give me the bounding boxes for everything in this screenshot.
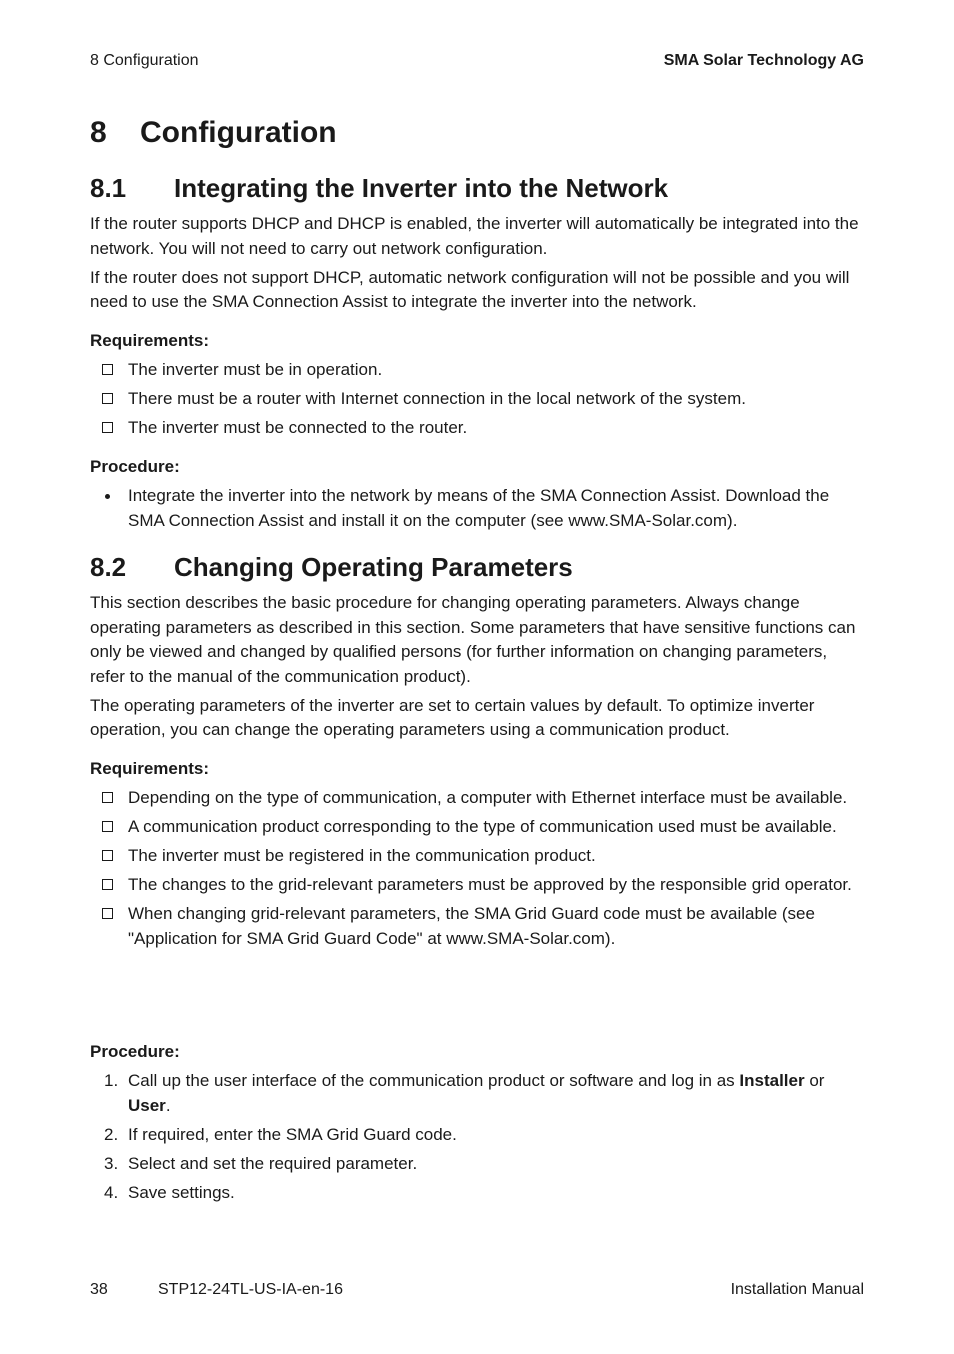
- bullet-icon: [105, 494, 110, 499]
- checkbox-icon: [102, 879, 113, 890]
- section-8-2-body: [90, 591, 864, 747]
- step-number: 3.: [104, 1153, 119, 1173]
- step-number: 4.: [104, 1182, 119, 1202]
- chapter-heading: [90, 116, 337, 150]
- procedure-steps: [90, 1069, 864, 1205]
- section-number: 8.2: [90, 552, 127, 582]
- checkbox-icon: [102, 393, 113, 404]
- procedure-list: [90, 484, 864, 533]
- procedure-step: 4. Save settings.: [90, 1181, 864, 1206]
- role-installer: Installer: [739, 1071, 805, 1090]
- checkbox-icon: [102, 422, 113, 433]
- requirements-label: Requirements:: [90, 759, 210, 778]
- list-item: The inverter must be in operation.: [90, 358, 864, 383]
- chapter-number: 8: [90, 116, 107, 149]
- requirements-list: [90, 358, 864, 441]
- list-item: Depending on the type of communication, a computer with Ethernet interface must be available.: [90, 786, 864, 811]
- section-8-2-procedure: [90, 1040, 864, 1210]
- requirements-label: Requirements:: [90, 331, 210, 350]
- list-item: There must be a router with Internet connection in the local network of the system.: [90, 387, 864, 412]
- procedure-label: Procedure:: [90, 1042, 180, 1061]
- checkbox-icon: [102, 792, 113, 803]
- step-number: 1.: [104, 1071, 119, 1090]
- list-item: The changes to the grid-relevant parameters must be approved by the responsible grid operator.: [90, 873, 864, 898]
- checkbox-icon: [102, 821, 113, 832]
- role-user: User: [128, 1095, 166, 1115]
- list-item: A communication product corresponding to the type of communication used must be available.: [90, 815, 864, 840]
- header-section: 8 Configuration: [90, 52, 199, 69]
- header-company: SMA Solar Technology AG: [663, 52, 864, 69]
- footer-doc-type: Installation Manual: [730, 1281, 864, 1298]
- procedure-label: Procedure:: [90, 457, 180, 476]
- section-heading-8-1: [90, 173, 668, 204]
- section-8-2-requirements: [90, 757, 864, 956]
- footer-page-number: 38: [90, 1281, 108, 1298]
- section-title: Changing Operating Parameters: [174, 552, 573, 582]
- page: [90, 0, 864, 1354]
- list-item: When changing grid-relevant parameters, the SMA Grid Guard code must be available (see "Application for SMA Grid Guard Code" at www.SMA-Solar.com).: [90, 902, 864, 951]
- requirements-list: [90, 786, 864, 951]
- section-8-1-procedure: [90, 455, 864, 538]
- section-title: Integrating the Inverter into the Network: [174, 173, 669, 203]
- chapter-title: Configuration: [140, 116, 337, 149]
- section-8-1-body: [90, 212, 864, 319]
- list-item: Integrate the inverter into the network by means of the SMA Connection Assist. Download the SMA Connection Assist and install it on the computer (see www.SMA-Solar.com).: [90, 484, 864, 533]
- procedure-step: 3. Select and set the required parameter.: [90, 1152, 864, 1177]
- checkbox-icon: [102, 908, 113, 919]
- procedure-step: 2. If required, enter the SMA Grid Guard code.: [90, 1123, 864, 1148]
- footer-doc-id: STP12-24TL-US-IA-en-16: [158, 1281, 343, 1298]
- paragraph: This section describes the basic procedure for changing operating parameters. Always change operating parameters as described in this section. Some parameters that have sensitive functions can only be viewed and changed by qualified persons (for further information on changing parameters, refer to the manual of the communication product).: [90, 593, 856, 686]
- section-heading-8-2: [90, 552, 573, 583]
- paragraph: The operating parameters of the inverter are set to certain values by default. To optimize inverter operation, you can change the operating parameters using a communication product.: [90, 695, 815, 739]
- checkbox-icon: [102, 850, 113, 861]
- list-item: The inverter must be registered in the communication product.: [90, 844, 864, 869]
- paragraph: If the router supports DHCP and DHCP is enabled, the inverter will automatically be integrated into the network. You will not need to carry out network configuration.: [90, 214, 859, 258]
- list-item: The inverter must be connected to the router.: [90, 416, 864, 441]
- step-number: 2.: [104, 1124, 119, 1144]
- paragraph: If the router does not support DHCP, automatic network configuration will not be possible and you will need to use the SMA Connection Assist to integrate the inverter into the network.: [90, 267, 850, 311]
- section-number: 8.1: [90, 173, 127, 203]
- checkbox-icon: [102, 364, 113, 375]
- procedure-step: 1. Call up the user interface of the communication product or software and log in as Installer or User.: [104, 1071, 825, 1115]
- section-8-1-requirements: [90, 329, 864, 445]
